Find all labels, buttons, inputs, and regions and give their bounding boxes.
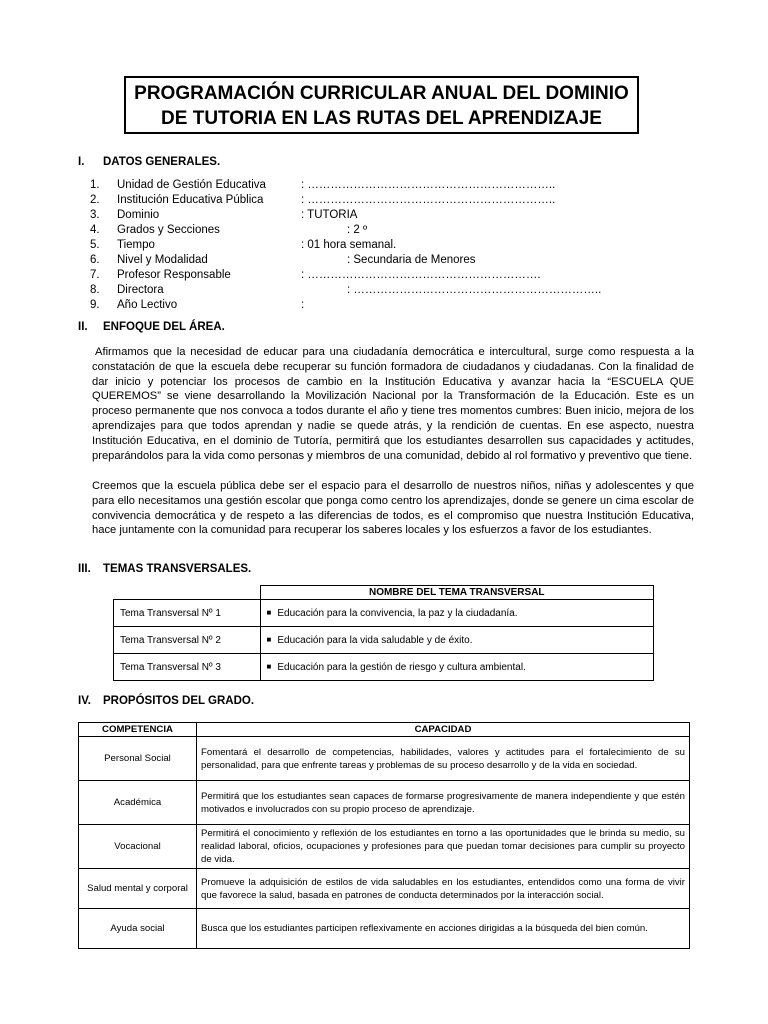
list-item: 2. Institución Educativa Pública : ……………………………………………………….. (90, 194, 556, 206)
table-row (79, 825, 690, 869)
section-label: TEMAS TRANSVERSALES. (103, 563, 252, 575)
section-label: ENFOQUE DEL ÁREA. (103, 321, 225, 333)
column-header: CAPACIDAD (197, 723, 690, 737)
list-item: 9. Año Lectivo : (90, 299, 305, 311)
list-item: 5. Tiempo : 01 hora semanal. (90, 239, 397, 251)
list-item: 6. Nivel y Modalidad : Secundaria de Menores (90, 254, 476, 266)
list-item: 1. Unidad de Gestión Educativa : ……………………………………………………….. (90, 179, 556, 191)
table-cell: ■ Educación para la convivencia, la paz y la ciudadanía. (260, 600, 654, 627)
section-label: DATOS GENERALES. (103, 156, 221, 168)
table-cell: Promueve la adquisición de estilos de vida saludables en los estudiantes, entendidos como una forma de vivir que favorece la salud, basada en patrones de conducta determinados por la interacción social. (197, 869, 690, 909)
title-line-1: PROGRAMACIÓN CURRICULAR ANUAL DEL DOMINIO (134, 83, 629, 104)
table-cell: Permitirá que los estudiantes sean capaces de formarse progresivamente de manera independiente y que estén motivados e involucrados con su propio proceso de aprendizaje. (197, 781, 690, 825)
table-cell: Personal Social (79, 737, 197, 781)
section-heading-propositos (78, 695, 254, 707)
square-bullet-icon: ■ (266, 607, 272, 617)
table-row (79, 781, 690, 825)
section-number: III. (78, 563, 91, 575)
table-header-row (114, 586, 654, 600)
title-line-2: DE TUTORIA EN LAS RUTAS DEL APRENDIZAJE (161, 108, 602, 129)
table-cell: Permitirá el conocimiento y reflexión de los estudiantes en torno a las oportunidades que le brinda su medio, su realidad laboral, oficios, ocupaciones y profesiones para que puedan tomar decisiones para cumplir su proyecto de vida. (197, 825, 690, 869)
table-row (114, 654, 654, 681)
section-number: IV. (78, 695, 92, 707)
section-heading-enfoque (78, 321, 225, 333)
propositos-table (78, 722, 690, 949)
enfoque-paragraph-2: Creemos que la escuela pública debe ser el espacio para el desarrollo de nuestros niños, niñas y adolescentes y que para ello necesitamos una gestión escolar que ponga como centro los aprendizajes, donde se genere un cima escolar de convivencia democrática y de respeto a las diferencias de todos, es el compromiso que nuestra Institución Educativa, hace juntamente con la comunidad para recuperar los saberes locales y los esfuerzos a favor de los estudiantes. (92, 480, 694, 537)
section-heading-datos-generales (78, 156, 220, 168)
table-header-row (79, 723, 690, 737)
square-bullet-icon: ■ (266, 634, 272, 644)
general-data-list (90, 178, 601, 313)
list-item: 3. Dominio : TUTORIA (90, 209, 358, 221)
table-cell: Busca que los estudiantes participen reflexivamente en acciones dirigidas a la búsqueda del bien común. (197, 909, 690, 949)
table-cell: ■ Educación para la vida saludable y de éxito. (260, 627, 654, 654)
square-bullet-icon: ■ (266, 661, 272, 671)
table-row (79, 869, 690, 909)
section-number: I. (78, 156, 85, 168)
list-item: 4. Grados y Secciones : 2 º (90, 224, 368, 236)
table-cell: ■ Educación para la gestión de riesgo y cultura ambiental. (260, 654, 654, 681)
section-number: II. (78, 321, 88, 333)
table-row (79, 737, 690, 781)
table-cell: Académica (79, 781, 197, 825)
column-header: COMPETENCIA (79, 723, 197, 737)
section-heading-temas (78, 563, 251, 575)
list-item: 7. Profesor Responsable : ……………………………………………………. (90, 269, 541, 281)
section-label: PROPÓSITOS DEL GRADO. (103, 695, 255, 707)
table-cell: Vocacional (79, 825, 197, 869)
enfoque-paragraph-1: Afirmamos que la necesidad de educar para una ciudadanía democrática e intercultural, surge como respuesta a la constatación de que la escuela debe recuperar su función formadora de ciudadanos y ciudadanas. Con la finalidad de dar inicio y potenciar los procesos de cambio en la Institución Educativa y avanzar hacia la “ESCUELA QUE QUEREMOS” se viene desarrollando la Movilización Nacional por la Transformación de la Educación. Este es un proceso permanente que nos convoca a todos durante el año y tiene tres momentos cumbres: Buen inicio, mejora de los aprendizajes para que todos aprendan y nadie se quede atrás, y la rendición de cuentas. En ese aspecto, nuestra Institución Educativa, en el dominio de Tutoría, permitirá que los estudiantes desarrollen sus capacidades y actitudes, preparándolos para la vida como personas y miembros de una comunidad, debido al rol formativo y preventivo que tiene. (92, 346, 694, 462)
table-row (79, 909, 690, 949)
list-item: 8. Directora : ……………………………………………………….. (90, 284, 602, 296)
table-cell: Tema Transversal Nº 1 (114, 600, 261, 627)
table-row (114, 627, 654, 654)
table-cell: Fomentará el desarrollo de competencias, habilidades, valores y actitudes para el fortalecimiento de su personalidad, para que enfrente tareas y problemas de su proceso desarrollo y de la vida en sociedad. (197, 737, 690, 781)
column-header: NOMBRE DEL TEMA TRANSVERSAL (260, 586, 654, 600)
table-cell: Salud mental y corporal (79, 869, 197, 909)
table-cell: Tema Transversal Nº 3 (114, 654, 261, 681)
document-title (124, 76, 639, 134)
table-row (114, 600, 654, 627)
temas-transversales-table (113, 585, 654, 681)
table-cell: Ayuda social (79, 909, 197, 949)
table-cell: Tema Transversal Nº 2 (114, 627, 261, 654)
